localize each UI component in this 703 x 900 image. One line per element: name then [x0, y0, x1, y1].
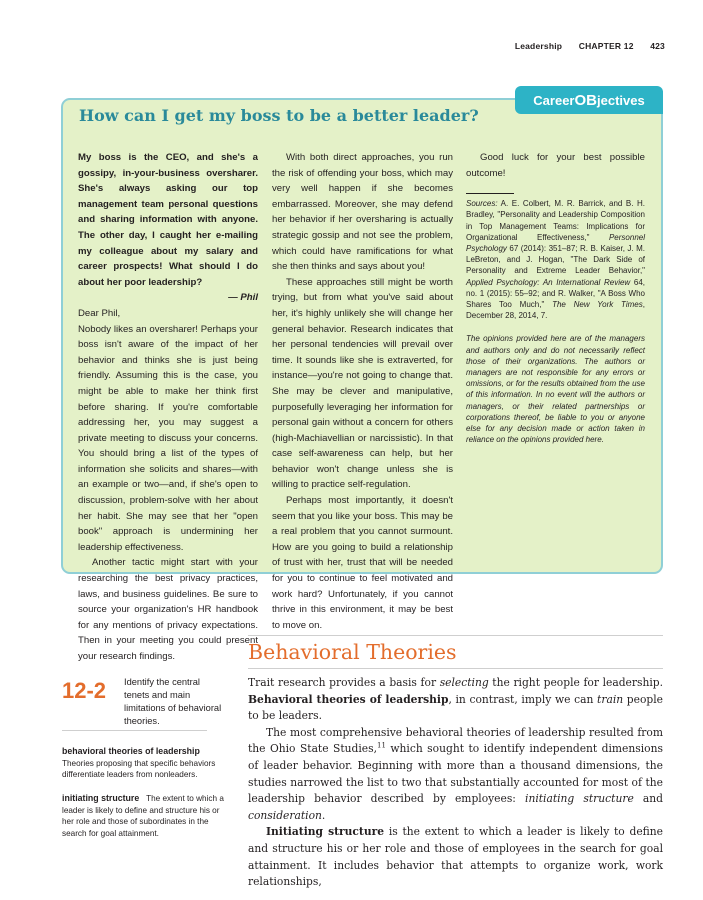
glossary-definition: Theories proposing that specific behaviors differentiate leaders from nonleaders.	[62, 758, 216, 779]
salutation: Dear Phil,	[78, 307, 121, 319]
tag-text-post: jectives	[597, 92, 645, 108]
glossary-term: behavioral theories of leadership	[62, 746, 200, 756]
glossary-entry	[62, 793, 232, 839]
reader-question: My boss is the CEO, and she's a gossipy, in-your-business oversharer. She's always asking our top management team personal questions and sharing information with anyone. The other day, I caught her e-mailing my colleague about my salary and career prospects! What should I do about her poor leadership?	[78, 152, 258, 288]
section-body-text	[248, 675, 663, 891]
career-objectives-title: How can I get my boss to be a better leader?	[79, 106, 479, 125]
tag-text-pre: Career	[533, 92, 575, 108]
answer-paragraph-6: Good luck for your best possible outcome!	[466, 152, 645, 179]
sources-divider	[466, 193, 514, 194]
career-column-2	[272, 150, 453, 633]
answer-paragraph-4: These approaches still might be worth trying, but from what you've said about her, it's highly unlikely she will change her general behavior. Research indicates that her personal tendencies will prevail over time. It sounds like she is extraverted, for instance—you're not going to change that. She may be clever and manipulative, purposefully leveraging her information for personal gain without a concern for others (high-Machiavellian or narcissistic). In that case self-awareness can help, but her behavior won't change unless she is willing to practice self-regulation.	[272, 276, 453, 491]
career-column-3	[466, 150, 645, 445]
answer-paragraph-1: Nobody likes an oversharer! Perhaps your boss isn't aware of the impact of her behavior and thinks she is just being friendly. Assuming this is the case, you might be able to make her think first before sharing. If you're comfortable addressing her, you may suggest a private meeting to discuss your concerns. You should bring a list of the types of information she solicits and shares—with an example or two—and, if she's open to discussion, problem-solve with her about her habit. She may see that her "open book" approach is undermining her leadership effectiveness.	[78, 323, 258, 553]
running-header	[501, 41, 665, 51]
answer-paragraph-2: Another tactic might start with your researching the best privacy practices, laws, and business guidelines. Be sure to source your organization's HR handbook for any mentions of privacy expectations. Then in your meeting you could present your research findings.	[78, 557, 258, 662]
career-column-1	[78, 150, 258, 665]
glossary-definition: The extent to which a leader is likely to define and structure his or her role and those of subordinates in the search for goal attainment.	[62, 794, 224, 838]
answer-paragraph-3: With both direct approaches, you run the risk of offending your boss, which may very well happen if she becomes embarrassed. Moreover, she may defend her behavior if her oversharing is actually strategic gossip and not see the problem, which could have ramifications for what she then thinks and says about you!	[272, 152, 453, 273]
body-paragraph-2: The most comprehensive behavioral theories of leadership resulted from the Ohio State Studies,$^{11}$ which sought to identify independent dimensions of leader behavior. Beginning with more than a thousand dimensions, the studies narrowed the list to two that substantially accounted for most of the leadership behavior described by employees: initiating structure and consideration.	[248, 725, 663, 822]
footnote-reference: 11	[377, 741, 386, 750]
disclaimer: The opinions provided here are of the managers and authors only and do not necessarily reflect those of their organizations. The authors or managers are not responsible for any errors or omissions, or for the results obtained from the use of this information. In no event will the authors or managers, or their related partnerships or corporations thereof, be liable to you or anyone else for any decision made or action taken in reliance on the opinions provided here.	[466, 334, 645, 445]
running-header-section: Leadership	[514, 41, 563, 51]
career-objectives-tag	[515, 86, 663, 114]
answer-paragraph-5: Perhaps most importantly, it doesn't seem that you like your boss. This may be a real problem that you cannot surmount. How are you going to build a relationship of trust with her, trust that will be needed for you to continue to feel motivated and work hard? Unfortunately, if you cannot thrive in this environment, it may be best to move on.	[272, 495, 453, 631]
page-number: 423	[650, 41, 665, 51]
learning-objective-rule	[62, 730, 207, 731]
question-signature: — Phil	[228, 292, 258, 304]
section-title: Behavioral Theories	[248, 640, 457, 664]
learning-objective-text: Identify the central tenets and main limitations of behavioral theories.	[124, 677, 222, 726]
learning-objective-number: 12-2	[62, 678, 107, 703]
sources-note: Sources: A. E. Colbert, M. R. Barrick, and B. H. Bradley, "Personality and Leadership Composition in Top Management Teams: Implications for Organizational Effectiveness," Personnel Psychology 67 (2014): 351–87; R. B. Kaiser, J. M. LeBreton, and J. Hogan, "The Dark Side of Personality and Extreme Leader Behavior," Applied Psychology: An International Review 64, no. 1 (2015): 55–92; and R. Walker, "A Boss Who Shares Too Much," The New York Times, December 28, 2014, 7.	[466, 199, 645, 321]
glossary-term: initiating structure	[62, 793, 140, 803]
body-paragraph-3: Initiating structure is the extent to which a leader is likely to define and structure his or her role and those of employees in the search for goal attainment. It includes behavior that attempts to organize work, work relationships,	[248, 825, 663, 889]
tag-text-ob: OB	[574, 91, 597, 109]
section-top-rule	[248, 635, 663, 636]
body-paragraph-1: Trait research provides a basis for selecting the right people for leadership. Behavioral theories of leadership, in contrast, imply we can train people to be leaders.	[248, 676, 663, 723]
section-title-rule	[248, 668, 663, 669]
glossary-entry	[62, 746, 232, 781]
running-header-chapter: CHAPTER 12	[578, 41, 634, 51]
